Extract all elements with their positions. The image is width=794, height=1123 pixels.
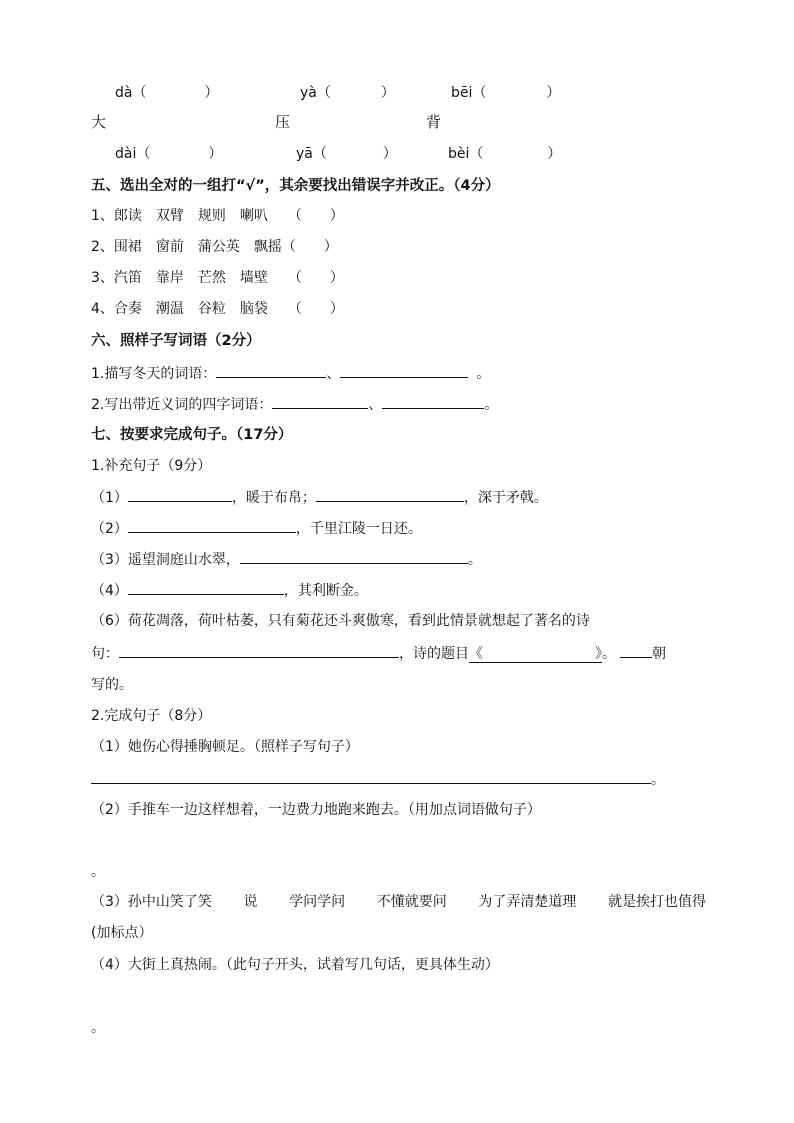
paren-open: （ [136,146,151,162]
justified-line [91,892,706,912]
item-number: 2、 [91,239,114,255]
period: 。 [651,772,665,788]
word: 喇叭 [239,208,268,224]
pinyin-text: yā [296,146,313,162]
pinyin-group-bei1 [451,83,560,103]
answer-blank[interactable] [128,487,232,502]
paren-open: （ [469,146,484,162]
complete-2-end: 。 [91,864,105,880]
answer-blank[interactable] [119,643,399,658]
section5-title: 五、选出全对的一组打“√”，其余要找出错误字并改正。（4分） [91,178,500,194]
sentence-text: ，诗的题目 [399,646,469,662]
section5-item-1 [91,206,344,226]
answer-blank[interactable] [128,518,296,533]
complete-3 [91,892,706,912]
word: 汽笛 [113,270,142,286]
answer-blank[interactable] [620,643,652,658]
answer-blank[interactable] [340,363,468,378]
answer-paren[interactable]: （ ） [287,270,344,286]
paren-open: （ [472,85,487,101]
sentence-part: 学问学问 [289,894,346,910]
word: 合奏 [113,301,142,317]
section5-item-4 [91,299,344,319]
complete-2: （2）手推车一边这样想着，一边费力地跑来跑去。（用加点词语做句子） [91,802,541,818]
answer-paren[interactable]: （ ） [287,208,344,224]
item-number: （2） [91,521,128,537]
answer-blank[interactable] [382,394,484,409]
sentence-part: 为了弄清楚道理 [478,894,577,910]
word: 蒲公英 [197,239,240,255]
question-label: 1.描写冬天的词语： [91,366,217,382]
answer-blank[interactable] [316,487,464,502]
char-da: 大 [91,113,107,131]
sentence-4 [91,580,368,601]
complete-1-answer [91,769,665,790]
section7-sub2-title: 2.完成句子（8分） [91,708,212,724]
sentence-6-line1 [91,611,706,631]
sentence-text: （3）遥望洞庭山水翠， [91,552,240,568]
period: 。 [467,552,482,568]
paren-open: （ [312,146,327,162]
justified-line [91,611,706,631]
period: 。 [602,646,616,662]
paren-open: （ [316,85,331,101]
book-quote-close: 》 [595,646,602,662]
sentence-text: ，其利断金。 [283,583,368,599]
sentence-3 [91,549,482,570]
separator: 、 [326,366,341,382]
word: 潮温 [155,301,184,317]
answer-blank[interactable] [272,394,368,409]
pinyin-text: dà [115,85,133,101]
question-label: 2.写出带近义词的四字词语： [91,397,273,413]
sentence-6-line2 [91,643,666,664]
title-blank[interactable] [469,646,602,663]
word: 谷粒 [197,301,226,317]
section5-item-3 [91,268,344,288]
pinyin-text: yà [300,85,317,101]
pinyin-group-da [115,83,218,103]
word: 双臂 [155,208,184,224]
section5-item-2 [91,237,338,257]
pinyin-group-bei2 [448,144,561,164]
paren-close: ） [380,85,395,101]
answer-paren[interactable]: （ ） [281,239,338,255]
complete-4-end: 。 [91,1020,105,1036]
pinyin-group-ya [300,83,395,103]
section7-sub1-title: 1.补充句子（9分） [91,458,212,474]
sentence-part: 说 [243,894,258,910]
sentence-1 [91,487,548,508]
pinyin-text: dài [115,146,137,162]
pinyin-text: bēi [451,85,473,101]
word: 窗前 [155,239,184,255]
char-bei: 背 [426,113,442,131]
sentence-part: 就是挨打也值得 [607,894,706,910]
sentence-6-line3: 写的。 [91,677,133,693]
section6-title: 六、照样子写词语（2分） [91,333,261,349]
word: 郎读 [113,208,142,224]
sentence-text: 句： [91,646,119,662]
answer-paren[interactable]: （ ） [287,301,344,317]
item-number: 3、 [91,270,114,286]
separator: 、 [368,397,383,413]
pinyin-text: bèi [448,146,470,162]
answer-blank[interactable] [240,549,468,564]
paren-close: ） [208,146,223,162]
sentence-text: （6）荷花凋落，荷叶枯萎，只有菊花还斗爽傲寒，看到此情景就想起了著名的诗 [91,613,590,629]
pinyin-group-dai [115,144,222,164]
answer-blank[interactable] [128,580,284,595]
answer-blank[interactable] [216,363,326,378]
section7-title: 七、按要求完成句子。（17分） [91,427,293,443]
item-number: （1） [91,490,128,506]
char-ya: 压 [275,113,291,131]
sentence-text: 朝 [652,646,666,662]
complete-3-instruction: (加标点） [91,925,153,941]
word: 脑袋 [239,301,268,317]
item-number: 4、 [91,301,114,317]
section6-line2 [91,394,498,415]
sentence-text: ，千里江陵一日还。 [295,521,422,537]
word: 围裙 [113,239,142,255]
paren-close: ） [204,85,219,101]
sentence-text: ，暖于布帛； [231,490,316,506]
section6-line1 [91,363,490,384]
item-number: （4） [91,583,128,599]
paren-close: ） [382,146,397,162]
word: 规则 [197,208,226,224]
sentence-part: （3）孙中山笑了笑 [91,894,212,910]
complete-4: （4）大街上真热闹。（此句子开头，试着写几句话，更具体生动） [91,957,499,973]
paren-close: ） [546,85,561,101]
sentence-text: ，深于矛戟。 [463,490,548,506]
book-quote-open: 《 [469,646,483,662]
word: 飘摇 [253,239,282,255]
word: 靠岸 [155,270,184,286]
period: 。 [484,397,499,413]
complete-1: （1）她伤心得捶胸顿足。（照样子写句子） [91,739,359,755]
period: 。 [476,366,491,382]
word: 墙壁 [239,270,268,286]
word: 芒然 [197,270,226,286]
pinyin-group-ya2 [296,144,397,164]
item-number: 1、 [91,208,114,224]
paren-close: ） [547,146,562,162]
sentence-2 [91,518,422,539]
answer-line[interactable] [91,769,651,784]
sentence-part: 不懂就要问 [376,894,447,910]
paren-open: （ [132,85,147,101]
